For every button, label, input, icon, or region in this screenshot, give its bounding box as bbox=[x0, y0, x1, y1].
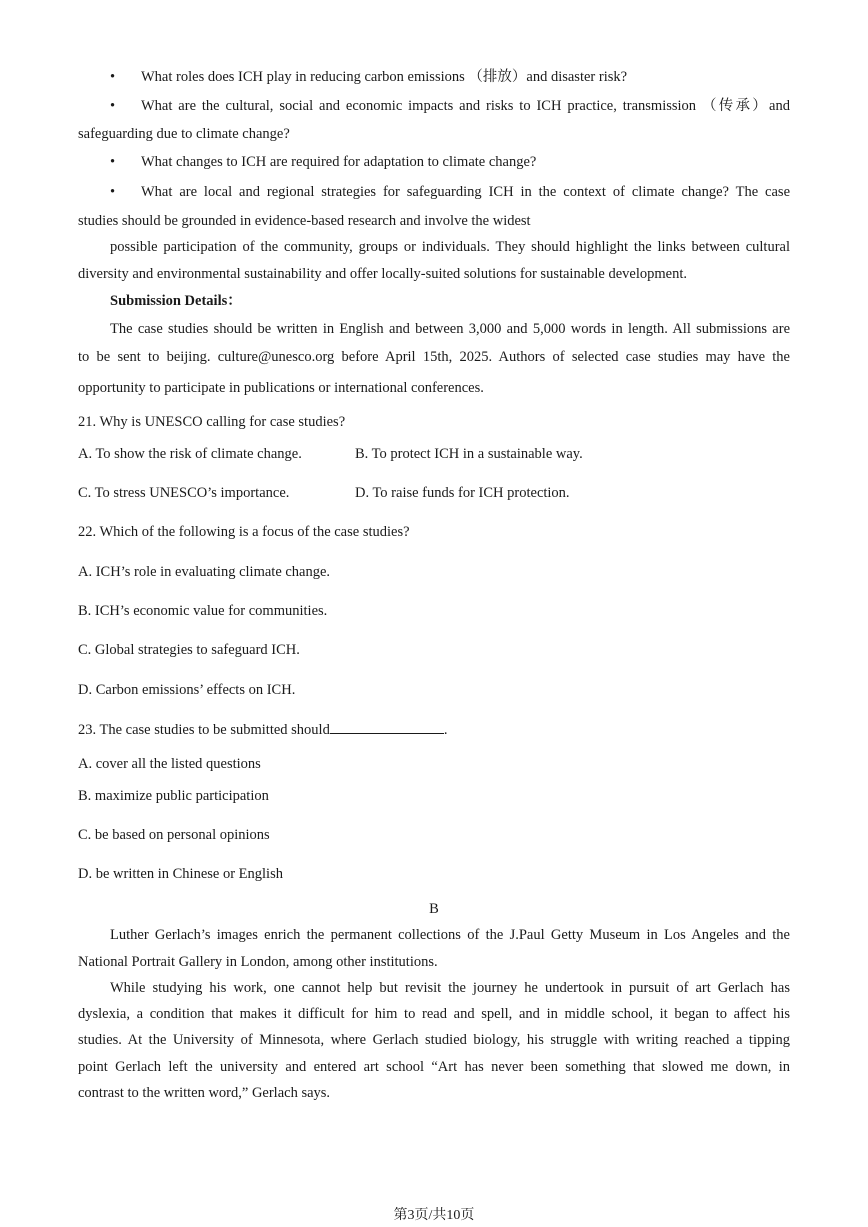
paragraph-line: to be sent to beijing. culture@unesco.org before April 15th, 2025. Authors of selected case studies may have the bbox=[78, 349, 790, 365]
paragraph-line: studies. At the University of Minnesota, where Gerlach studied biology, his struggle with writing reached a tipping bbox=[78, 1032, 790, 1048]
paragraph-line: Luther Gerlach’s images enrich the permanent collections of the J.Paul Getty Museum in Los Angeles and the bbox=[110, 927, 790, 943]
question-23-stem bbox=[78, 719, 790, 740]
q22-option-d: D. Carbon emissions’ effects on ICH. bbox=[78, 682, 296, 698]
bullet-text: What roles does ICH play in reducing carbon emissions （排放）and disaster risk? bbox=[141, 69, 628, 85]
bullet-marker: • bbox=[110, 154, 116, 170]
q21-option-b: B. To protect ICH in a sustainable way. bbox=[355, 446, 583, 462]
q23-option-b: B. maximize public participation bbox=[78, 788, 269, 804]
q21-option-d: D. To raise funds for ICH protection. bbox=[355, 485, 570, 501]
paragraph-line: contrast to the written word,” Gerlach says. bbox=[78, 1085, 331, 1101]
question-22-stem: 22. Which of the following is a focus of the case studies? bbox=[78, 524, 410, 540]
q22-option-a: A. ICH’s role in evaluating climate change. bbox=[78, 564, 331, 580]
bullet-continuation: studies should be grounded in evidence-based research and involve the widest bbox=[78, 213, 531, 229]
q23-option-a: A. cover all the listed questions bbox=[78, 756, 261, 772]
q23-stem-end: . bbox=[443, 722, 448, 738]
bullet-continuation: safeguarding due to climate change? bbox=[78, 126, 290, 142]
section-heading: B bbox=[429, 901, 439, 917]
q23-stem-text: 23. The case studies to be submitted should bbox=[78, 722, 330, 738]
q23-option-c: C. be based on personal opinions bbox=[78, 827, 270, 843]
q21-option-c: C. To stress UNESCO’s importance. bbox=[78, 485, 290, 501]
q21-option-a: A. To show the risk of climate change. bbox=[78, 446, 302, 462]
paragraph-line: While studying his work, one cannot help but revisit the journey he undertook in pursuit of art Gerlach has bbox=[110, 980, 790, 996]
bullet-text: What are the cultural, social and economic impacts and risks to ICH practice, transmission （传承）and bbox=[141, 98, 790, 114]
bullet-marker: • bbox=[110, 98, 116, 114]
q22-option-b: B. ICH’s economic value for communities. bbox=[78, 603, 328, 619]
paragraph-line: diversity and environmental sustainability and offer locally-suited solutions for sustainable development. bbox=[78, 266, 687, 282]
bullet-marker: • bbox=[110, 184, 116, 200]
paragraph-line: dyslexia, a condition that makes it difficult for him to read and spell, and in middle school, it began to affect his bbox=[78, 1006, 790, 1022]
q23-option-d: D. be written in Chinese or English bbox=[78, 866, 283, 882]
q22-option-c: C. Global strategies to safeguard ICH. bbox=[78, 642, 300, 658]
paragraph-line: possible participation of the community, groups or individuals. They should highlight the links between cultural bbox=[110, 239, 790, 255]
paragraph-line: opportunity to participate in publications or international conferences. bbox=[78, 380, 484, 396]
answer-blank bbox=[330, 719, 444, 734]
bullet-text: What are local and regional strategies for safeguarding ICH in the context of climate change? The case bbox=[141, 184, 790, 200]
page-number: 第3页/共10页 bbox=[393, 1208, 475, 1223]
submission-heading: Submission Details： bbox=[110, 293, 242, 309]
paragraph-line: The case studies should be written in English and between 3,000 and 5,000 words in length. All submissions are bbox=[110, 321, 790, 337]
bullet-text: What changes to ICH are required for adaptation to climate change? bbox=[141, 154, 537, 170]
paragraph-line: point Gerlach left the university and entered art school “Art has never been something that slowed me down, in bbox=[78, 1059, 790, 1075]
question-21-stem: 21. Why is UNESCO calling for case studies? bbox=[78, 414, 346, 430]
paragraph-line: National Portrait Gallery in London, among other institutions. bbox=[78, 954, 438, 970]
bullet-marker: • bbox=[110, 69, 116, 85]
